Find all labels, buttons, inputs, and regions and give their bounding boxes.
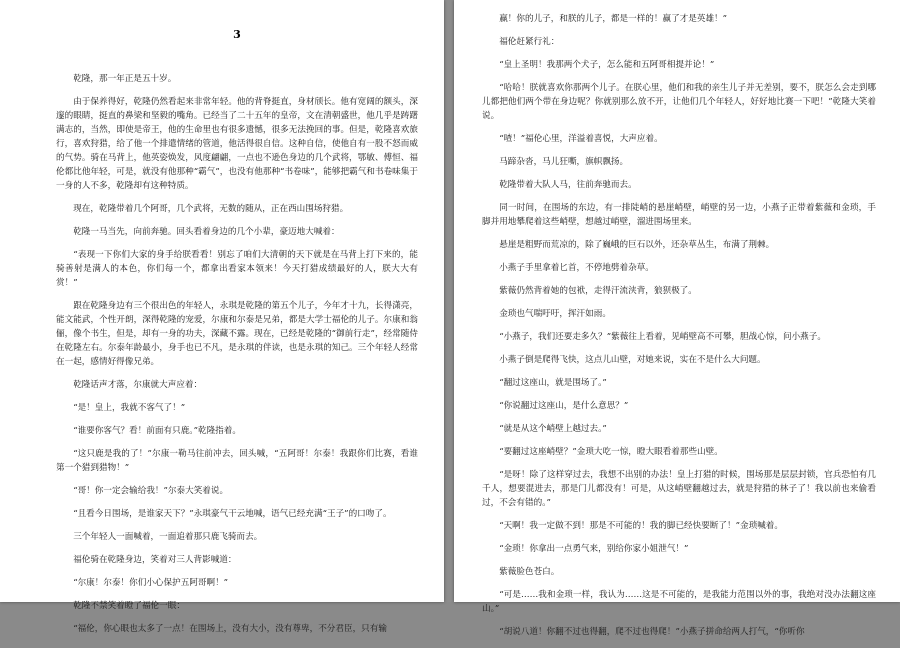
paragraph: 乾隆不禁笑着瞪了福伦一眼： (73, 601, 185, 611)
paragraph: “小燕子，我们还要走多久？”紫薇往上看着，见峭壁高不可攀，胆战心惊，问小燕子。 (499, 332, 826, 342)
paragraph: “你说翻过这座山，是什么意思？” (499, 401, 629, 411)
paragraph: “喳！”福伦心里，洋溢着喜悦，大声应着。 (499, 134, 663, 144)
paragraph: “可是……我和金琐一样，我认为……这是不可能的，是我能力范围以外的事，我绝对没办法翻这座山。” (482, 590, 876, 614)
right-page (454, 0, 900, 637)
paragraph: 福伦骑在乾隆身边，笑着对三人背影喊道： (73, 555, 237, 565)
paragraph: “且看今日围场，是谁家天下？”永琪豪气干云地喊，语气已经充满“王子”的口吻了。 (73, 509, 392, 519)
left-page-body (56, 72, 418, 645)
left-page (0, 0, 444, 634)
paragraph: 乾隆一马当先，向前奔驰。回头看着身边的几个小辈，豪迈地大喊着： (73, 227, 340, 237)
paragraph: “天啊！我一定做不到！那是不可能的！我的脚已经快要断了！”金琐喊着。 (499, 521, 783, 531)
paragraph: “就是从这个峭壁上越过去。” (499, 424, 607, 434)
paragraph: “尔康！尔泰！你们小心保护五阿哥啊！” (73, 578, 229, 588)
paragraph: “这只鹿是我的了！”尔康一勒马往前冲去，回头喊，“五阿哥！尔泰！我跟你们比赛，看谁第一个猎到猎物！” (56, 449, 418, 473)
paragraph: 乾隆带着大队人马，往前奔驰而去。 (499, 180, 637, 190)
right-page-body (482, 12, 876, 648)
paragraph: “表现一下你们大家的身手给朕看看！别忘了咱们大清朝的天下就是在马背上打下来的，能骑善射是满人的本色，你们每一个，都拿出看家本领来！今天打猎成绩最好的人，朕大大有赏！” (56, 250, 418, 288)
paragraph: 赢！你的儿子，和朕的儿子，都是一样的！赢了才是英雄！” (499, 14, 728, 24)
paragraph: “谁要你客气？看！前面有只鹿。”乾隆指着。 (73, 426, 241, 436)
paragraph: 福伦赶紧行礼： (499, 37, 560, 47)
chapter-number: 3 (233, 28, 241, 41)
paragraph: 马蹄杂沓，马儿狂嘶，旗帜飘扬。 (499, 157, 629, 167)
paragraph: 跟在乾隆身边有三个很出色的年轻人，永琪是乾隆的第五个儿子，今年才十九，长得潇亮，能文能武，个性开朗，深得乾隆的宠爱，尔康和尔泰是兄弟，都是大学士福伦的儿子。尔康和翁俪，像个书生，但是，却有一身的功夫，深藏不露。现在，已经是乾隆的“御前行走”，经常随侍在乾隆左右。尔泰年龄最小，身手也已不凡，是永琪的伴读，也是永琪的知己。三个年轻人经常在一起，感情好得像兄弟。 (56, 301, 418, 367)
paragraph: 金琐也气喘吁吁，挥汗如雨。 (499, 309, 611, 319)
paragraph: “要翻过这座峭壁？”金琐大吃一惊，瞪大眼看着那些山壁。 (499, 447, 723, 457)
paragraph: 现在，乾隆带着几个阿哥，几个武将，无数的随从，正在西山围场狩猎。 (73, 204, 349, 214)
paragraph: 紫薇仍然背着她的包袱，走得汗流浃背，狼狈极了。 (499, 286, 697, 296)
paragraph: 乾隆话声才落，尔康就大声应着： (73, 380, 203, 390)
paragraph: 乾隆，那一年正是五十岁。 (73, 74, 177, 84)
paragraph: “翻过这座山，就是围场了。” (499, 378, 607, 388)
paragraph: “是呀！除了这样穿过去，我想不出别的办法！皇上打猎的时候，围场那是层层封锁，官兵恐怕有几千人，想要混进去，那是门儿都没有！可是，从这峭壁翻越过去，就是狩猎的林子了！我以前也来偷看过，不会有错的。” (482, 470, 876, 508)
paragraph: “皇上圣明！我那两个犬子，怎么能和五阿哥相提并论！” (499, 60, 715, 70)
paragraph: “哥！你一定会输给我！”尔泰大笑着说。 (73, 486, 229, 496)
paragraph: 三个年轻人一面喊着，一面追着那只鹿飞骑而去。 (73, 532, 263, 542)
paragraph: 悬崖是粗野而荒凉的，除了巍峨的巨石以外，还杂草丛生，布满了荆棘。 (499, 240, 775, 250)
paragraph: 同一时间，在围场的东边，有一排陡峭的悬崖峭壁，峭壁的另一边，小燕子正带着紫薇和金琐，手脚并用地攀爬着这些峭壁，想越过峭壁，溜进围场里来。 (482, 203, 876, 227)
paragraph: 小燕子手里拿着匕首，不停地劈着杂草。 (499, 263, 654, 273)
paragraph: 由于保养得好，乾隆仍然看起来非常年轻。他的背脊挺直，身材颀长。他有宽阔的额头，深邃的眼睛，挺直的鼻梁和坚毅的嘴角。已经当了二十五年的皇帝，文在清朝盛世，他几乎是踌躇满志的，当然，即使是帝王，他的生命里也有很多遗憾，很多无法挽回的事。但是，乾隆喜欢旅行，喜欢狩猎，给了他一个排遣情绪的管道，他活得很自信。这种自信，使他自有一股不怒而威的气势。骑在马背上，他英姿焕发，风度翩翩，一点也不逊色身边的几个武将，鄂敏、傅恒、福伦都比他年轻，可是，就没有他那种“霸气”，也没有他那种“书卷味”，能够把霸气和书卷味集于一身的人不多，乾隆却有这种特质。 (56, 97, 418, 191)
paragraph: 紫薇脸色苍白。 (499, 567, 560, 577)
paragraph: “胡说八道！你翻不过也得翻，爬不过也得爬！”小燕子拼命给两人打气，“你听你 (499, 627, 805, 637)
paragraph: “福伦，你心眼也太多了一点！在围场上，没有大小，没有尊卑，不分君臣，只有输 (73, 624, 387, 634)
paragraph: “哈哈！朕就喜欢你那两个儿子。在朕心里，他们和我的亲生儿子并无差别，要不，朕怎么会走到哪儿都把他们两个带在身边呢？你就别那么放不开，让他们几个年轻人，好好地比赛一下吧！”乾隆大笑着说。 (482, 83, 876, 121)
paragraph: “金琐！你拿出一点勇气来，别给你家小姐泄气！” (499, 544, 689, 554)
paragraph: 小燕子倒是爬得飞快，这点儿山壁，对她来说，实在不是什么大问题。 (499, 355, 766, 365)
paragraph: “是！皇上，我就不客气了！” (73, 403, 186, 413)
